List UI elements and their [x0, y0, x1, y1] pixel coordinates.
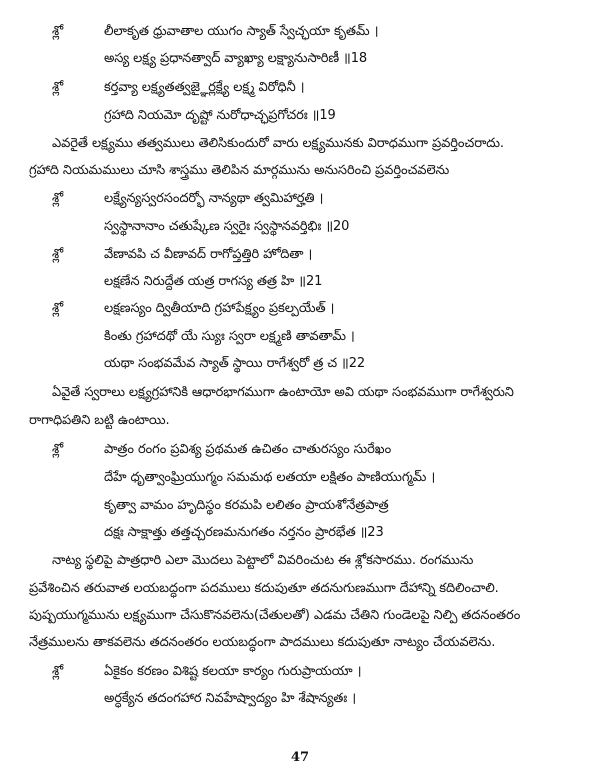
prose-line [52, 135, 504, 153]
line-text: లీలాకృత ధ్రువాతాల యుగం స్యాత్ స్వేచ్ఛయా కృతమ్ । [104, 24, 379, 39]
line-text: పాత్రం రంగం ప్రవిశ్య ప్రథమత ఉచితం చాతురస్యం సురేఖం [104, 442, 392, 457]
page-number: 47 [290, 750, 310, 765]
prose-line [52, 552, 473, 570]
line-text: నేత్రములను తాకవలెను తదనంతరం లయబద్ధంగా పాదములు కదుపుతూ నాట్యం చేయవలెను. [29, 635, 496, 650]
prose-line [52, 384, 514, 402]
shloka-label: శ్లో [52, 191, 64, 206]
verse-line [52, 246, 312, 264]
line-text: లక్షణేన నిరుద్దేత యత్ర రాగస్య తత్ర హి ॥21 [104, 274, 323, 289]
verse-line [104, 469, 435, 487]
line-text: గ్రహాది నియమో దృష్టో నురోధాచ్ఛప్రగోచరః ॥19 [104, 108, 336, 123]
prose-line [29, 162, 449, 180]
verse-line [52, 190, 323, 208]
verse-line [52, 79, 305, 97]
line-text: లక్షణస్యం ద్వితీయాది గ్రహాపేక్ష్యం ప్రకల్పయేత్ । [104, 301, 335, 316]
shloka-label: శ్లో [52, 80, 64, 95]
line-text: యథా సంభవమేవ స్యాత్ స్థాయి రాగేశ్వరో త్ర చ ॥22 [104, 356, 366, 371]
line-text: స్వస్థానానాం చతుష్కేణ స్వరైః స్వస్థానవర్తిభిః ॥20 [104, 219, 350, 234]
line-text: ఏకైకం కరణం విశిష్ట కలయా కార్యం గురుప్రాయయా । [104, 664, 362, 679]
line-text: అస్య లక్ష్య ప్రధానత్వాద్ వ్యాఖ్యా లక్ష్యానుసారిణీ ॥18 [104, 51, 368, 66]
line-text: ప్రవేశించిన తరువాత లయబద్ధంగా పదములు కదుపుతూ తదనుగుణముగా దేహాన్ని కదిలించాలి. [29, 581, 499, 596]
verse-line [104, 328, 355, 346]
line-text: ఏవైతే స్వరాలు లక్ష్యగ్రహానికి ఆధారభాగముగా ఉంటాయో అవి యథా సంభవముగా రాగేశ్వరుని [52, 385, 514, 400]
line-text: అర్ధక్యేన తదంగహార నివహేష్వాద్యం హి శేషాన్యతః । [104, 691, 357, 706]
verse-line [104, 524, 384, 542]
line-text: కృత్వా వామం హృదిస్థం కరమపి లలితం ప్రాయశోనేత్రపాత్ర [104, 498, 389, 513]
shloka-label: శ్లో [52, 301, 64, 316]
verse-line [104, 690, 356, 708]
line-text: దక్షః సాక్షాత్తు తత్తచ్చరణమనుగతం నర్తనం ప్రారభేత ॥23 [104, 525, 384, 540]
prose-line [29, 607, 520, 625]
shloka-label: శ్లో [52, 247, 64, 262]
verse-line [52, 300, 334, 318]
verse-line [52, 441, 391, 459]
line-text: ఎవరైతే లక్ష్యము తత్వములు తెలిసికుందురో వారు లక్ష్యమునకు విరాధముగా ప్రవర్తించరాదు. [52, 136, 504, 151]
prose-line [29, 412, 170, 430]
verse-line [52, 663, 361, 681]
line-text: నాట్య స్థలిపై పాత్రధారి ఎలా మొదలు పెట్టాలో వివరించుట ఈ శ్లోకసారము. రంగమును [52, 553, 474, 568]
verse-line [104, 218, 349, 236]
verse-line [104, 107, 336, 125]
shloka-label: శ్లో [52, 24, 64, 39]
line-text: దేహే ధృత్వాంఘ్రియుగ్మం సమమథ లతయా లక్షితం పాణియుగ్మమ్ । [104, 470, 436, 485]
verse-line [104, 273, 322, 291]
verse-line [52, 23, 378, 41]
verse-line [104, 355, 365, 373]
line-text: గ్రహాది నియమములు చూసి శాస్త్రము తెలిపిన మార్గమును అనుసరించి ప్రవర్తించవలెను [29, 163, 450, 178]
line-text: కర్తవ్యా లక్ష్యతత్వజ్ఞైర్లక్ష్యే లక్ష్మ విరోధినీ । [104, 80, 305, 95]
line-text: లక్ష్యేన్యస్వరసందర్భో నాన్యథా త్వమిహార్హతి । [104, 191, 324, 206]
line-text: వేణావపి చ వీణావద్ రాగోప్తత్తిరి హోదితా । [104, 247, 313, 262]
line-text: పుష్పయుగ్మమును లక్ష్యముగా చేసుకొనవలెను(చేతులతో) ఎడమ చేతిని గుండెలపై నిల్పి తదనంతరం [29, 608, 521, 623]
line-text: రాగాధిపతిని బట్టి ఉంటాయి. [29, 413, 170, 428]
verse-line [104, 497, 389, 515]
prose-line [29, 580, 499, 598]
line-text: కింతు గ్రహాదథో యే స్యుః స్వరా లక్ష్మణి తావతామ్ । [104, 329, 355, 344]
verse-line [104, 50, 367, 68]
shloka-label: శ్లో [52, 664, 64, 679]
prose-line [29, 634, 495, 652]
shloka-label: శ్లో [52, 442, 64, 457]
